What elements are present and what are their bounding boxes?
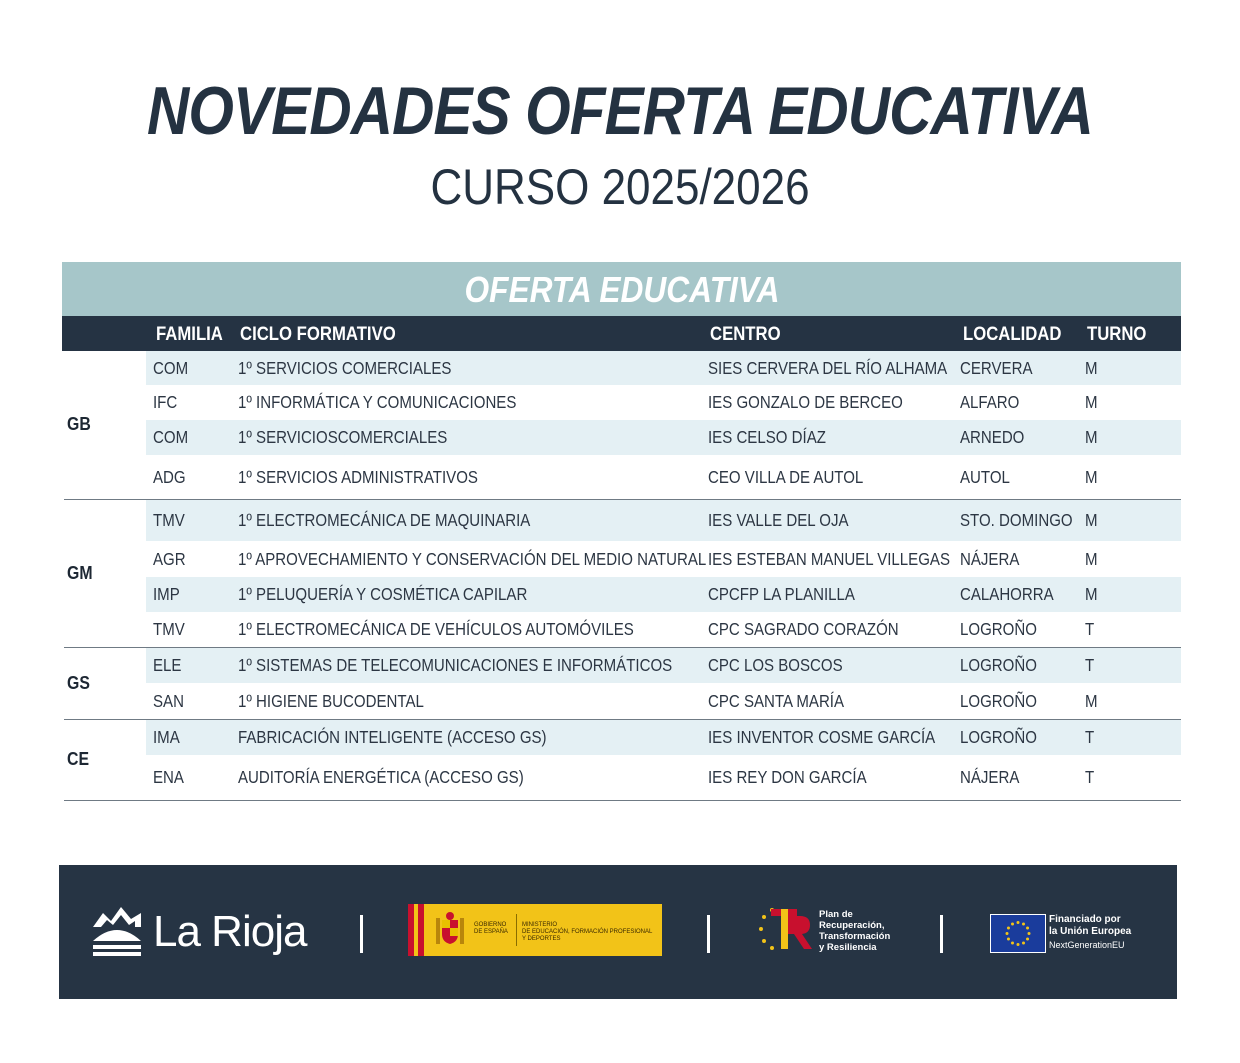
cell-localidad: NÁJERA — [960, 767, 1020, 787]
group-label: GM — [67, 562, 93, 583]
table-row — [146, 720, 1181, 755]
table-row — [146, 683, 1181, 719]
la-rioja-logo — [91, 903, 327, 965]
cell-familia: TMV — [153, 510, 185, 530]
cell-centro: IES VALLE DEL OJA — [708, 510, 849, 530]
cell-ciclo: 1º SISTEMAS DE TELECOMUNICACIONES E INFORMÁTICOS — [238, 655, 673, 675]
cell-centro: IES INVENTOR COSME GARCÍA — [708, 727, 936, 747]
gobierno-line-2: DE ESPAÑA — [474, 929, 508, 935]
cell-centro: SIES CERVERA DEL RÍO ALHAMA — [708, 358, 948, 378]
spain-crest-icon — [430, 910, 470, 950]
cell-ciclo: AUDITORÍA ENERGÉTICA (ACCESO GS) — [238, 767, 524, 787]
cell-localidad: ARNEDO — [960, 427, 1025, 447]
gobierno-line-1: GOBIERNO — [474, 922, 507, 928]
cell-ciclo: FABRICACIÓN INTELIGENTE (ACCESO GS) — [238, 727, 547, 747]
table-header — [62, 316, 1181, 351]
cell-familia: ENA — [153, 767, 184, 787]
footer-separator — [707, 915, 710, 953]
cell-familia: COM — [153, 358, 189, 378]
cell-familia: AGR — [153, 549, 186, 569]
cell-turno: T — [1085, 655, 1095, 675]
cell-turno: T — [1085, 619, 1095, 639]
cell-familia: COM — [153, 427, 189, 447]
cell-localidad: STO. DOMINGO — [960, 510, 1073, 530]
cell-centro: IES REY DON GARCÍA — [708, 767, 867, 787]
table-row — [146, 648, 1181, 683]
column-header-turno: TURNO — [1087, 324, 1147, 345]
cell-centro: CPC SANTA MARÍA — [708, 691, 845, 711]
table-row — [146, 500, 1181, 541]
table-row — [146, 351, 1181, 385]
cell-familia: IMA — [153, 727, 180, 747]
cell-turno: M — [1085, 427, 1098, 447]
group-label: CE — [67, 749, 90, 769]
cell-localidad: CALAHORRA — [960, 584, 1054, 604]
plan-line-1: Plan de — [819, 909, 853, 920]
cell-ciclo: 1º HIGIENE BUCODENTAL — [238, 691, 424, 711]
cell-ciclo: 1º ELECTROMECÁNICA DE MAQUINARIA — [238, 510, 531, 530]
table-row — [146, 541, 1181, 577]
group-label: GS — [67, 672, 90, 693]
cell-localidad: LOGROÑO — [960, 691, 1037, 711]
cell-centro: IES ESTEBAN MANUEL VILLEGAS — [708, 549, 951, 569]
cell-turno: T — [1085, 727, 1095, 747]
eu-line-2: la Unión Europea — [1049, 926, 1132, 937]
cell-centro: CPCFP LA PLANILLA — [708, 584, 855, 604]
cell-turno: M — [1085, 467, 1098, 487]
cell-centro: IES CELSO DÍAZ — [708, 427, 826, 447]
ministerio-line-1: MINISTERIO — [522, 922, 558, 928]
cell-centro: CPC SAGRADO CORAZÓN — [708, 619, 899, 639]
table-row — [146, 755, 1181, 800]
cell-ciclo: 1º SERVICIOSCOMERCIALES — [238, 427, 448, 447]
eu-line-1: Financiado por — [1049, 914, 1121, 925]
cell-ciclo: 1º SERVICIOS COMERCIALES — [238, 358, 452, 378]
cell-localidad: NÁJERA — [960, 549, 1020, 569]
table-row — [146, 385, 1181, 420]
column-header-familia: FAMILIA — [156, 324, 223, 345]
cell-localidad: CERVERA — [960, 358, 1033, 378]
column-header-ciclo: CICLO FORMATIVO — [240, 324, 396, 345]
table-row — [146, 420, 1181, 455]
cell-centro: IES GONZALO DE BERCEO — [708, 392, 903, 412]
group-label: GB — [67, 414, 91, 434]
cell-turno: M — [1085, 691, 1098, 711]
table-banner: OFERTA EDUCATIVA — [62, 262, 1181, 316]
cell-turno: M — [1085, 358, 1098, 378]
plan-line-3: Transformación — [819, 931, 891, 942]
table-row — [146, 612, 1181, 647]
cell-centro: CEO VILLA DE AUTOL — [708, 467, 864, 487]
plan-recuperacion-logo — [757, 905, 907, 955]
cell-familia: ADG — [153, 467, 186, 487]
cell-familia: TMV — [153, 619, 185, 639]
table-row — [146, 455, 1181, 499]
column-header-centro: CENTRO — [710, 324, 781, 345]
footer — [59, 865, 1177, 999]
cell-familia: ELE — [153, 655, 182, 675]
column-header-localidad: LOCALIDAD — [963, 324, 1062, 345]
page-subtitle: CURSO 2025/2026 — [430, 159, 810, 215]
ministerio-line-2: DE EDUCACIÓN, FORMACIÓN PROFESIONAL — [522, 929, 653, 935]
cell-familia: SAN — [153, 691, 184, 711]
rioja-mountain-icon — [91, 905, 143, 961]
cell-localidad: AUTOL — [960, 467, 1010, 487]
cell-ciclo: 1º SERVICIOS ADMINISTRATIVOS — [238, 467, 478, 487]
cell-ciclo: 1º APROVECHAMIENTO Y CONSERVACIÓN DEL MEDIO NATURAL — [238, 549, 707, 569]
gobierno-espana-logo — [408, 904, 662, 956]
group-divider — [64, 800, 1181, 801]
plan-line-2: Recuperación, — [819, 920, 885, 931]
cell-centro: CPC LOS BOSCOS — [708, 655, 843, 675]
cell-localidad: ALFARO — [960, 392, 1020, 412]
table-row — [146, 577, 1181, 612]
cell-localidad: LOGROÑO — [960, 727, 1037, 747]
page-title: NOVEDADES OFERTA EDUCATIVA — [147, 73, 1093, 149]
eu-funding-logo — [990, 914, 1150, 954]
cell-turno: M — [1085, 584, 1098, 604]
cell-turno: M — [1085, 392, 1098, 412]
footer-separator — [940, 915, 943, 953]
ministerio-line-3: Y DEPORTES — [522, 936, 561, 942]
prtr-logo-icon — [757, 905, 815, 953]
cell-localidad: LOGROÑO — [960, 619, 1037, 639]
cell-familia: IMP — [153, 584, 180, 604]
cell-turno: M — [1085, 549, 1098, 569]
footer-separator — [360, 915, 363, 953]
la-rioja-logo-text: La Rioja — [153, 907, 307, 956]
cell-ciclo: 1º INFORMÁTICA Y COMUNICACIONES — [238, 392, 517, 412]
cell-turno: M — [1085, 510, 1098, 530]
eu-line-3: NextGenerationEU — [1049, 940, 1125, 950]
cell-ciclo: 1º PELUQUERÍA Y COSMÉTICA CAPILAR — [238, 584, 528, 604]
cell-ciclo: 1º ELECTROMECÁNICA DE VEHÍCULOS AUTOMÓVILES — [238, 619, 634, 639]
cell-localidad: LOGROÑO — [960, 655, 1037, 675]
cell-familia: IFC — [153, 392, 178, 412]
eu-flag-icon — [990, 914, 1046, 953]
cell-turno: T — [1085, 767, 1095, 787]
plan-line-4: y Resiliencia — [819, 942, 877, 953]
